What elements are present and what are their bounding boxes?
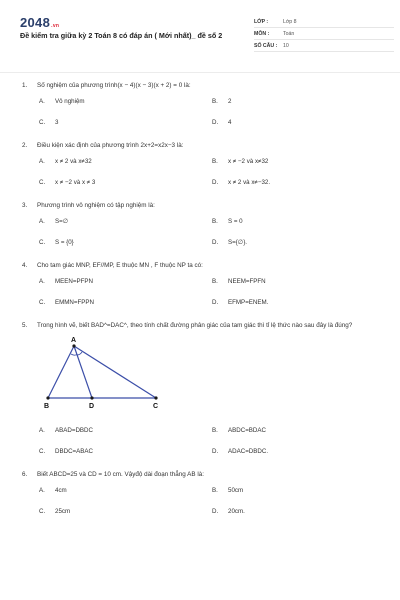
- meta-class: LỚP : Lớp 8: [254, 17, 394, 28]
- answer-options: [39, 211, 382, 253]
- side-ab: [48, 346, 74, 398]
- question-number: 5.: [22, 322, 28, 329]
- triangle-figure: [42, 335, 382, 420]
- question-number: 6.: [22, 471, 28, 478]
- question-number: 1.: [22, 82, 28, 89]
- answer-option-a[interactable]: A. x ≠ 2 và x≠32: [39, 158, 92, 165]
- answer-option-d[interactable]: D. x ≠ 2 và x≠−32.: [212, 179, 271, 186]
- label-c: C: [153, 403, 159, 410]
- exam-title: Đề kiểm tra giữa kỳ 2 Toán 8 có đáp án ( Mới nhất)_ đề số 2: [20, 31, 223, 40]
- answer-option-c[interactable]: C. DBDC=ABAC: [39, 448, 93, 455]
- answer-options: [39, 91, 382, 133]
- side-ac: [74, 346, 156, 398]
- question-list: [22, 79, 382, 522]
- meta-question-count: SỐ CÂU : 10: [254, 41, 394, 52]
- answer-option-a[interactable]: A. MEEN=PFPN: [39, 278, 93, 285]
- label-a: A: [71, 337, 77, 344]
- point-a: [72, 344, 75, 347]
- meta-subject: MÔN : Toán: [254, 29, 394, 40]
- answer-options: [39, 480, 382, 522]
- answer-option-b[interactable]: B. S = 0: [212, 218, 243, 225]
- question-3: [22, 201, 382, 253]
- answer-options: [39, 271, 382, 313]
- question-text: Số nghiệm của phương trình(x − 4)(x − 3)(x + 2) = 0 là:: [37, 82, 191, 89]
- page-header: [16, 0, 384, 70]
- answer-option-c[interactable]: C. 25cm: [39, 508, 71, 515]
- question-1: [22, 81, 382, 133]
- question-text: Điều kiện xác định của phương trình 2x+2=x2x−3 là:: [37, 142, 184, 149]
- answer-option-c[interactable]: C. EMMN=FPPN: [39, 299, 95, 306]
- label-b: B: [44, 403, 50, 410]
- answer-option-d[interactable]: D. 20cm.: [212, 508, 245, 515]
- label-d: D: [89, 403, 95, 410]
- question-5: [22, 321, 382, 462]
- answer-option-a[interactable]: A. Vô nghiệm: [39, 98, 85, 105]
- question-text: Trong hình vẽ, biết BAD^=DAC^, theo tính chất đường phân giác của tam giác thì tỉ lệ thức nào sau đây là đúng?: [37, 322, 353, 329]
- question-number: 3.: [22, 202, 28, 209]
- question-text: Biết ABCD=25 và CD = 10 cm. Vậyđộ dài đoạn thẳng AB là:: [37, 471, 204, 478]
- answer-option-a[interactable]: A. 4cm: [39, 487, 67, 494]
- point-c: [154, 396, 157, 399]
- answer-option-b[interactable]: B. 2: [212, 98, 232, 105]
- answer-option-c[interactable]: C. S = {0}: [39, 239, 74, 246]
- question-number: 4.: [22, 262, 28, 269]
- bisector-ad: [74, 346, 92, 398]
- point-b: [46, 396, 49, 399]
- question-number: 2.: [22, 142, 28, 149]
- triangle-diagram: [42, 335, 182, 420]
- question-text: Phương trình vô nghiệm có tập nghiệm là:: [37, 202, 155, 209]
- exam-meta: [254, 17, 394, 53]
- question-text: Cho tam giác MNP, EF//MP, E thuộc MN , F thuộc NP ta có:: [37, 262, 203, 269]
- answer-option-b[interactable]: B. x ≠ −2 và x≠32: [212, 158, 269, 165]
- answer-option-d[interactable]: D. ADAC=DBDC.: [212, 448, 269, 455]
- answer-option-d[interactable]: D. 4: [212, 119, 232, 126]
- site-logo[interactable]: 2048.vn: [20, 15, 60, 30]
- answer-option-d[interactable]: D. S={∅}.: [212, 239, 247, 246]
- question-6: [22, 470, 382, 522]
- logo-suffix: .vn: [51, 23, 60, 29]
- answer-option-d[interactable]: D. EFMP=ENEM.: [212, 299, 269, 306]
- answer-option-c[interactable]: C. 3: [39, 119, 59, 126]
- point-d: [90, 396, 93, 399]
- angle-arc-bad: [71, 354, 77, 355]
- angle-arc-dac: [77, 352, 82, 355]
- answer-option-b[interactable]: B. NEEM=FPFN: [212, 278, 266, 285]
- answer-option-a[interactable]: A. S=∅: [39, 218, 69, 225]
- answer-options: [39, 151, 382, 193]
- answer-option-a[interactable]: A. ABAD=DBDC: [39, 427, 93, 434]
- question-4: [22, 261, 382, 313]
- question-2: [22, 141, 382, 193]
- answer-options: [39, 420, 382, 462]
- answer-option-b[interactable]: B. 50cm: [212, 487, 244, 494]
- header-divider: [0, 72, 400, 73]
- answer-option-c[interactable]: C. x ≠ −2 và x ≠ 3: [39, 179, 96, 186]
- answer-option-b[interactable]: B. ABDC=BDAC: [212, 427, 266, 434]
